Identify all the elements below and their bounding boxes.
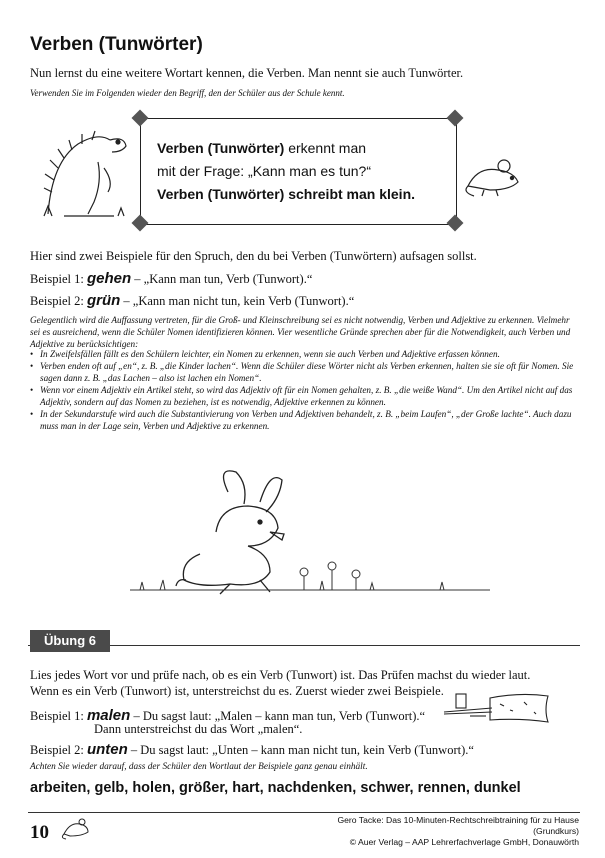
rabbit-illustration bbox=[120, 462, 500, 597]
page-number: 10 bbox=[30, 822, 49, 843]
credits bbox=[300, 815, 579, 848]
rule-text bbox=[157, 137, 415, 206]
example-2-text: – „Kann man nicht tun, kein Verb (Tunwort).“ bbox=[120, 294, 355, 308]
rule-line1-rest: erkennt man bbox=[284, 140, 367, 156]
task-example-2-text: – Du sagst laut: „Unten – kann man nicht tun, kein Verb (Tunwort).“ bbox=[127, 743, 474, 757]
examples-intro: Hier sind zwei Beispiele für den Spruch, den du bei Verben (Tunwörtern) aufsagen sollst. bbox=[30, 249, 477, 263]
task-example-2 bbox=[30, 741, 474, 758]
task-example-1-text: – Du sagst laut: „Malen – kann man tun, Verb (Tunwort).“ bbox=[130, 709, 426, 723]
task-example-1-line2: Dann unterstreichst du das Wort „malen“. bbox=[94, 722, 303, 736]
example-1-text: – „Kann man tun, Verb (Tunwort).“ bbox=[131, 272, 313, 286]
hedgehog-illustration bbox=[38, 122, 130, 220]
rule-line1-bold: Verben (Tunwörter) bbox=[157, 140, 285, 156]
page-title: Verben (Tunwörter) bbox=[30, 34, 203, 55]
paintbrush-illustration bbox=[440, 688, 552, 726]
example-2-label: Beispiel 2: bbox=[30, 294, 84, 308]
task-example-1-word: malen bbox=[86, 707, 131, 724]
intro-text: Nun lernst du eine weitere Wortart kennen, die Verben. Man nennt sie auch Tunwörter. bbox=[30, 66, 464, 80]
example-2 bbox=[30, 292, 354, 309]
teacher-note-2: Achten Sie wieder darauf, dass der Schüler den Wortlaut der Beispiele ganz genau einhält. bbox=[30, 762, 368, 772]
credits-line-2: © Auer Verlag – AAP Lehrerfachverlage GmbH, Donauwörth bbox=[349, 837, 579, 847]
list-item: • In der Sekundarstufe wird auch die Substantivierung von Verben und Adjektiven behandelt, z. B. „beim Laufen“, „der Große lachte“. Auch dazu muss man in der Lage sein, Verben und Adjektive zu erkennen. bbox=[30, 408, 582, 432]
reasons-list bbox=[30, 348, 582, 432]
example-1-label: Beispiel 1: bbox=[30, 272, 84, 286]
rule-line3: Verben (Tunwörter) schreibt man klein. bbox=[157, 186, 416, 202]
teacher-paragraph: Gelegentlich wird die Auffassung vertreten, für die Groß- und Kleinschreibung sei es nicht notwendig, Verben und Adjektive zu erkennen. Vielmehr sei es ausreichend, wenn die Schüler Nomen identifizieren können. Vier wesentliche Gründe sprechen aber für die Notwendigkeit, auch Verben und Adjektive zu berücksichtigen: bbox=[30, 315, 571, 349]
task-example-2-word: unten bbox=[86, 741, 128, 758]
word-list: arbeiten, gelb, holen, größer, hart, nachdenken, schwer, rennen, dunkel bbox=[30, 780, 521, 796]
example-1 bbox=[30, 270, 312, 287]
example-2-word: grün bbox=[86, 292, 121, 309]
task-text: Lies jedes Wort vor und prüfe nach, ob es ein Verb (Tunwort) ist. Das Prüfen machst du wieder laut. Wenn es ein Verb (Tunwort) ist, unterstreichst du es. Zuerst wieder zwei Beispiele. bbox=[30, 668, 531, 698]
list-item: • In Zweifelsfällen fällt es den Schülern leichter, ein Nomen zu erkennen, wenn sie auch Verben und Adjektive erfassen können. bbox=[30, 348, 582, 360]
list-item: • Wenn vor einem Adjektiv ein Artikel steht, so wird das Adjektiv oft für ein Nomen gehalten, z. B. „die weiße Wand“. Um den Artikel nicht auf das Adjektiv, sondern auf das Nomen zu beziehen, ist es notwendig, Adjektive erkennen zu können. bbox=[30, 384, 582, 408]
mouse-icon bbox=[60, 816, 90, 840]
example-1-word: gehen bbox=[86, 270, 132, 287]
credits-line-1: Gero Tacke: Das 10-Minuten-Rechtschreibtraining für zu Hause (Grundkurs) bbox=[337, 815, 579, 836]
exercise-badge: Übung 6 bbox=[30, 630, 110, 652]
list-item: • Verben enden oft auf „en“, z. B. „die Kinder lachen“. Wenn die Schüler diese Wörter nicht als Verben erkennen, halten sie sie oft für Nomen. Sie sagen dann z. B. „das Lachen – also ist lachen ein Nomen“. bbox=[30, 360, 582, 384]
task-example-2-label: Beispiel 2: bbox=[30, 743, 84, 757]
exercise-divider bbox=[28, 645, 580, 646]
teacher-note-1: Verwenden Sie im Folgenden wieder den Begriff, den der Schüler aus der Schule kennt. bbox=[30, 88, 345, 98]
rule-line2: mit der Frage: „Kann man es tun?“ bbox=[157, 163, 371, 179]
footer-divider bbox=[28, 812, 580, 813]
mouse-illustration bbox=[460, 152, 530, 198]
task-example-1-label: Beispiel 1: bbox=[30, 709, 84, 723]
